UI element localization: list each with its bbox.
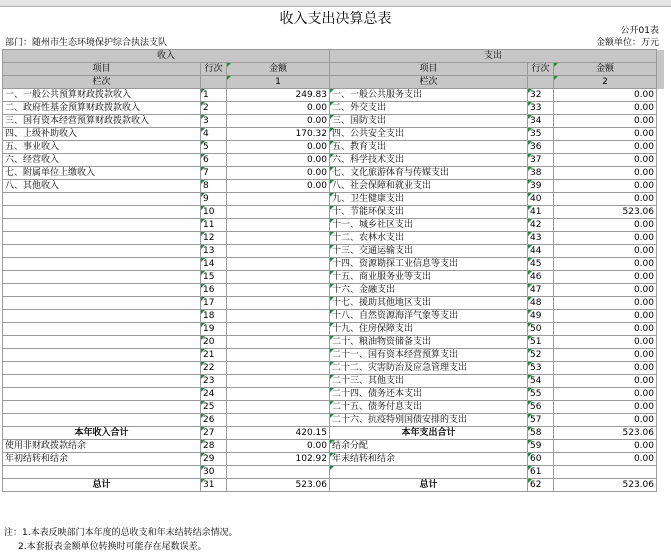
gutter-cell [657, 102, 665, 115]
income-amount-cell[interactable] [227, 310, 330, 323]
income-amount-cell[interactable]: 420.15 [227, 427, 330, 440]
income-item-cell[interactable] [3, 193, 201, 206]
gutter-cell [657, 479, 665, 492]
income-seq-cell[interactable]: 27 [201, 427, 227, 440]
income-seq-cell[interactable]: 21 [201, 349, 227, 362]
income-amount-cell[interactable]: 170.32 [227, 128, 330, 141]
income-item-cell[interactable] [3, 466, 201, 479]
income-item-cell[interactable] [3, 219, 201, 232]
form-code: 公开01表 [620, 26, 659, 36]
expenditure-amount-cell[interactable]: 0.00 [554, 167, 657, 180]
income-seq-cell[interactable]: 22 [201, 362, 227, 375]
expenditure-amount-cell[interactable]: 0.00 [554, 141, 657, 154]
expenditure-item-cell[interactable]: 六、科学技术支出 [330, 154, 528, 167]
expenditure-seq-cell[interactable]: 42 [528, 219, 554, 232]
expenditure-item-cell[interactable]: 一、一般公共服务支出 [330, 89, 528, 102]
income-seq-cell[interactable]: 23 [201, 375, 227, 388]
table-row [3, 89, 665, 102]
expenditure-seq-cell[interactable]: 41 [528, 206, 554, 219]
income-seq-cell[interactable]: 20 [201, 336, 227, 349]
income-item-cell[interactable]: 本年收入合计 [3, 427, 201, 440]
income-item-cell[interactable] [3, 349, 201, 362]
expenditure-item-cell[interactable]: 二十四、债务还本支出 [330, 388, 528, 401]
income-seq-cell[interactable]: 19 [201, 323, 227, 336]
expenditure-item-cell[interactable]: 二十、粮油物资储备支出 [330, 336, 528, 349]
income-amount-cell[interactable]: 0.00 [227, 167, 330, 180]
table-row [3, 310, 665, 323]
gutter-cell [657, 232, 665, 245]
income-item-cell[interactable]: 五、事业收入 [3, 141, 201, 154]
table-row [3, 284, 665, 297]
income-seq-cell[interactable]: 26 [201, 414, 227, 427]
expenditure-seq-cell[interactable]: 55 [528, 388, 554, 401]
expenditure-item-cell[interactable]: 总计 [330, 479, 528, 492]
expenditure-seq-cell[interactable]: 52 [528, 349, 554, 362]
expenditure-item-cell[interactable]: 二十五、债务付息支出 [330, 401, 528, 414]
gutter-cell [657, 284, 665, 297]
income-amount-cell[interactable] [227, 466, 330, 479]
income-seq-cell[interactable]: 29 [201, 453, 227, 466]
expenditure-item-cell[interactable]: 二十一、国有资本经营预算支出 [330, 349, 528, 362]
table-row [3, 206, 665, 219]
gutter-cell [657, 323, 665, 336]
table-row [3, 115, 665, 128]
gutter-cell [657, 440, 665, 453]
gutter-cell [657, 362, 665, 375]
income-amount-cell[interactable] [227, 401, 330, 414]
expenditure-item-cell[interactable]: 二、外交支出 [330, 102, 528, 115]
gutter-cell [657, 63, 665, 76]
income-amount-cell[interactable] [227, 362, 330, 375]
expenditure-seq-cell[interactable]: 32 [528, 89, 554, 102]
table-row [3, 245, 665, 258]
income-amount-cell[interactable] [227, 271, 330, 284]
income-amount-cell[interactable]: 0.00 [227, 115, 330, 128]
income-item-cell[interactable] [3, 284, 201, 297]
table-row [3, 219, 665, 232]
expenditure-item-cell[interactable]: 七、文化旅游体育与传媒支出 [330, 167, 528, 180]
expenditure-amount-cell[interactable]: 0.00 [554, 271, 657, 284]
income-amount-cell[interactable] [227, 193, 330, 206]
income-amount-cell[interactable]: 102.92 [227, 453, 330, 466]
gutter-cell [657, 206, 665, 219]
income-amount-header[interactable]: 金额 [227, 63, 330, 76]
expenditure-amount-cell[interactable]: 0.00 [554, 440, 657, 453]
income-amount-cell[interactable]: 0.00 [227, 440, 330, 453]
expenditure-amount-cell[interactable]: 0.00 [554, 102, 657, 115]
table-row [3, 193, 665, 206]
income-item-cell[interactable]: 使用非财政拨款结余 [3, 440, 201, 453]
income-amount-cell[interactable] [227, 219, 330, 232]
gutter-cell [657, 427, 665, 440]
expenditure-amount-cell[interactable]: 0.00 [554, 323, 657, 336]
expenditure-amount-cell[interactable]: 0.00 [554, 258, 657, 271]
table-row [3, 271, 665, 284]
expenditure-amount-cell[interactable]: 0.00 [554, 193, 657, 206]
income-amount-cell[interactable]: 249.83 [227, 89, 330, 102]
table-row [3, 453, 665, 466]
unit-name: 部门：随州市生态环境保护综合执法支队 [5, 38, 168, 48]
expenditure-amount-cell[interactable]: 0.00 [554, 154, 657, 167]
income-seq-cell[interactable]: 15 [201, 271, 227, 284]
income-section-header[interactable]: 收入 [3, 50, 330, 63]
income-seq-cell[interactable]: 12 [201, 232, 227, 245]
expenditure-item-cell[interactable]: 三、国防支出 [330, 115, 528, 128]
expenditure-seq-cell[interactable]: 34 [528, 115, 554, 128]
expenditure-amount-cell[interactable]: 523.06 [554, 479, 657, 492]
table-row [3, 323, 665, 336]
income-item-cell[interactable] [3, 323, 201, 336]
expenditure-item-cell[interactable]: 十三、交通运输支出 [330, 245, 528, 258]
gutter-cell [657, 453, 665, 466]
summary-table [2, 49, 665, 492]
income-amount-cell[interactable] [227, 258, 330, 271]
gutter-cell [657, 154, 665, 167]
expenditure-amount-cell[interactable]: 0.00 [554, 115, 657, 128]
expenditure-col-number[interactable]: 2 [554, 76, 657, 89]
income-item-cell[interactable] [3, 232, 201, 245]
income-item-cell[interactable] [3, 362, 201, 375]
table-row [3, 102, 665, 115]
gutter-cell [657, 310, 665, 323]
column-number-row [3, 76, 665, 89]
income-seq-cell[interactable]: 5 [201, 141, 227, 154]
expenditure-item-cell[interactable]: 十二、农林水支出 [330, 232, 528, 245]
gutter-cell [657, 193, 665, 206]
income-item-cell[interactable] [3, 375, 201, 388]
expenditure-seq-cell[interactable]: 40 [528, 193, 554, 206]
expenditure-seq-cell[interactable]: 60 [528, 453, 554, 466]
gutter-cell [657, 128, 665, 141]
income-item-cell[interactable]: 二、政府性基金预算财政拨款收入 [3, 102, 201, 115]
expenditure-amount-cell[interactable]: 0.00 [554, 349, 657, 362]
gutter-cell [657, 258, 665, 271]
gutter-cell [657, 466, 665, 479]
expenditure-item-header[interactable]: 项目 [330, 63, 528, 76]
expenditure-amount-cell[interactable]: 0.00 [554, 453, 657, 466]
income-item-cell[interactable]: 七、附属单位上缴收入 [3, 167, 201, 180]
section-header-row [3, 50, 665, 63]
income-item-cell[interactable] [3, 414, 201, 427]
income-item-cell[interactable] [3, 401, 201, 414]
footnote-2: 2.本套报表金额单位转换时可能存在尾数误差。 [18, 542, 207, 552]
income-amount-cell[interactable] [227, 206, 330, 219]
expenditure-seq-cell[interactable]: 51 [528, 336, 554, 349]
footnote-1: 注：1.本表反映部门本年度的总收支和年末结转结余情况。 [4, 528, 238, 538]
income-seq-cell[interactable]: 31 [201, 479, 227, 492]
income-seq-cell[interactable]: 25 [201, 401, 227, 414]
expenditure-seq-cell[interactable]: 53 [528, 362, 554, 375]
expenditure-amount-cell[interactable]: 0.00 [554, 180, 657, 193]
income-seq-cell[interactable]: 28 [201, 440, 227, 453]
gutter-cell [657, 89, 665, 102]
income-item-cell[interactable] [3, 271, 201, 284]
expenditure-amount-cell[interactable]: 0.00 [554, 362, 657, 375]
income-col-number[interactable]: 1 [227, 76, 330, 89]
expenditure-seq-cell[interactable]: 45 [528, 258, 554, 271]
table-body [3, 50, 665, 492]
expenditure-seq-cell[interactable]: 46 [528, 271, 554, 284]
income-col-seq-blank[interactable] [201, 76, 227, 89]
gutter-cell [657, 167, 665, 180]
income-seq-cell[interactable]: 13 [201, 245, 227, 258]
expenditure-seq-cell[interactable]: 44 [528, 245, 554, 258]
expenditure-item-cell[interactable]: 十七、援助其他地区支出 [330, 297, 528, 310]
expenditure-col-seq-blank[interactable] [528, 76, 554, 89]
income-seq-cell[interactable]: 10 [201, 206, 227, 219]
expenditure-seq-cell[interactable]: 54 [528, 375, 554, 388]
income-item-cell[interactable]: 四、上级补助收入 [3, 128, 201, 141]
expenditure-item-cell[interactable]: 本年支出合计 [330, 427, 528, 440]
expenditure-seq-cell[interactable]: 39 [528, 180, 554, 193]
income-item-cell[interactable] [3, 297, 201, 310]
income-seq-cell[interactable]: 11 [201, 219, 227, 232]
expenditure-seq-cell[interactable]: 57 [528, 414, 554, 427]
expenditure-seq-cell[interactable]: 62 [528, 479, 554, 492]
table-row [3, 154, 665, 167]
expenditure-section-header[interactable]: 支出 [330, 50, 657, 63]
expenditure-seq-cell[interactable]: 36 [528, 141, 554, 154]
expenditure-amount-cell[interactable]: 523.06 [554, 427, 657, 440]
expenditure-item-cell[interactable]: 年末结转和结余 [330, 453, 528, 466]
expenditure-col-label[interactable]: 栏次 [330, 76, 528, 89]
income-seq-cell[interactable]: 9 [201, 193, 227, 206]
income-seq-cell[interactable]: 17 [201, 297, 227, 310]
income-seq-cell[interactable]: 30 [201, 466, 227, 479]
gutter-cell [657, 401, 665, 414]
income-amount-cell[interactable] [227, 336, 330, 349]
income-amount-cell[interactable] [227, 375, 330, 388]
expenditure-amount-cell[interactable]: 0.00 [554, 245, 657, 258]
income-amount-cell[interactable] [227, 245, 330, 258]
income-col-label[interactable]: 栏次 [3, 76, 201, 89]
gutter-cell [657, 245, 665, 258]
expenditure-seq-cell[interactable]: 50 [528, 323, 554, 336]
income-seq-cell[interactable]: 1 [201, 89, 227, 102]
expenditure-amount-cell[interactable]: 0.00 [554, 414, 657, 427]
gutter-cell [657, 414, 665, 427]
income-amount-cell[interactable]: 0.00 [227, 141, 330, 154]
expenditure-item-cell[interactable]: 十四、资源勘探工业信息等支出 [330, 258, 528, 271]
income-item-cell[interactable]: 年初结转和结余 [3, 453, 201, 466]
gutter-cell [657, 375, 665, 388]
income-amount-cell[interactable] [227, 284, 330, 297]
table-row [3, 388, 665, 401]
income-item-cell[interactable] [3, 336, 201, 349]
income-item-cell[interactable] [3, 258, 201, 271]
income-item-cell[interactable]: 六、经营收入 [3, 154, 201, 167]
table-row [3, 479, 665, 492]
footnotes [4, 526, 238, 554]
expenditure-amount-cell[interactable] [554, 466, 657, 479]
expenditure-amount-cell[interactable]: 0.00 [554, 388, 657, 401]
expenditure-seq-cell[interactable]: 48 [528, 297, 554, 310]
expenditure-amount-cell[interactable]: 0.00 [554, 89, 657, 102]
income-item-cell[interactable]: 八、其他收入 [3, 180, 201, 193]
income-item-cell[interactable] [3, 310, 201, 323]
table-row [3, 232, 665, 245]
income-amount-cell[interactable]: 0.00 [227, 154, 330, 167]
expenditure-seq-cell[interactable]: 49 [528, 310, 554, 323]
table-row [3, 440, 665, 453]
column-header-row [3, 63, 665, 76]
expenditure-seq-cell[interactable]: 35 [528, 128, 554, 141]
expenditure-amount-cell[interactable]: 523.06 [554, 206, 657, 219]
table-row [3, 349, 665, 362]
currency-unit: 金额单位：万元 [595, 38, 659, 48]
table-row [3, 401, 665, 414]
expenditure-amount-cell[interactable]: 0.00 [554, 401, 657, 414]
income-seq-cell[interactable]: 14 [201, 258, 227, 271]
table-row [3, 297, 665, 310]
expenditure-amount-cell[interactable]: 0.00 [554, 310, 657, 323]
expenditure-seq-cell[interactable]: 58 [528, 427, 554, 440]
expenditure-amount-cell[interactable]: 0.00 [554, 284, 657, 297]
income-item-cell[interactable] [3, 206, 201, 219]
income-item-cell[interactable]: 总计 [3, 479, 201, 492]
income-seq-cell[interactable]: 2 [201, 102, 227, 115]
expenditure-seq-cell[interactable]: 38 [528, 167, 554, 180]
gutter-cell [657, 336, 665, 349]
income-amount-cell[interactable]: 0.00 [227, 102, 330, 115]
expenditure-item-cell[interactable]: 十八、自然资源海洋气象等支出 [330, 310, 528, 323]
expenditure-item-cell[interactable]: 八、社会保障和就业支出 [330, 180, 528, 193]
income-amount-cell[interactable]: 0.00 [227, 180, 330, 193]
column-header-strip [0, 0, 671, 7]
income-item-cell[interactable] [3, 388, 201, 401]
expenditure-seq-cell[interactable]: 47 [528, 284, 554, 297]
gutter-cell [657, 388, 665, 401]
expenditure-seq-header[interactable]: 行次 [528, 63, 554, 76]
income-amount-cell[interactable] [227, 349, 330, 362]
expenditure-amount-cell[interactable]: 0.00 [554, 128, 657, 141]
expenditure-amount-cell[interactable]: 0.00 [554, 336, 657, 349]
income-seq-cell[interactable]: 4 [201, 128, 227, 141]
table-row [3, 466, 665, 479]
gutter-cell [657, 271, 665, 284]
expenditure-item-cell[interactable]: 结余分配 [330, 440, 528, 453]
income-amount-cell[interactable] [227, 323, 330, 336]
table-row [3, 427, 665, 440]
expenditure-seq-cell[interactable]: 61 [528, 466, 554, 479]
table-row [3, 375, 665, 388]
expenditure-seq-cell[interactable]: 43 [528, 232, 554, 245]
income-item-header[interactable]: 项目 [3, 63, 201, 76]
gutter-cell [657, 297, 665, 310]
gutter-cell [657, 180, 665, 193]
gutter-cell [657, 219, 665, 232]
expenditure-seq-cell[interactable]: 33 [528, 102, 554, 115]
income-amount-cell[interactable] [227, 388, 330, 401]
expenditure-item-cell[interactable]: 十一、城乡社区支出 [330, 219, 528, 232]
income-amount-cell[interactable]: 523.06 [227, 479, 330, 492]
expenditure-item-cell[interactable] [330, 466, 528, 479]
report-title: 收入支出决算总表 [279, 11, 392, 27]
expenditure-amount-header[interactable]: 金额 [554, 63, 657, 76]
expenditure-item-cell[interactable]: 十六、金融支出 [330, 284, 528, 297]
table-row [3, 128, 665, 141]
expenditure-item-cell[interactable]: 九、卫生健康支出 [330, 193, 528, 206]
expenditure-item-cell[interactable]: 二十二、灾害防治及应急管理支出 [330, 362, 528, 375]
income-seq-cell[interactable]: 6 [201, 154, 227, 167]
table-row [3, 141, 665, 154]
income-item-cell[interactable] [3, 245, 201, 258]
income-seq-cell[interactable]: 16 [201, 284, 227, 297]
expenditure-item-cell[interactable]: 五、教育支出 [330, 141, 528, 154]
table-row [3, 258, 665, 271]
expenditure-item-cell[interactable]: 十九、住房保障支出 [330, 323, 528, 336]
table-row [3, 414, 665, 427]
expenditure-seq-cell[interactable]: 59 [528, 440, 554, 453]
expenditure-item-cell[interactable]: 十五、商业服务业等支出 [330, 271, 528, 284]
gutter-cell [657, 349, 665, 362]
income-amount-cell[interactable] [227, 232, 330, 245]
income-seq-cell[interactable]: 3 [201, 115, 227, 128]
gutter-cell [657, 76, 665, 89]
income-seq-cell[interactable]: 8 [201, 180, 227, 193]
table-row [3, 362, 665, 375]
gutter-cell [657, 50, 665, 63]
table-row [3, 180, 665, 193]
expenditure-seq-cell[interactable]: 56 [528, 401, 554, 414]
income-seq-header[interactable]: 行次 [201, 63, 227, 76]
expenditure-amount-cell[interactable]: 0.00 [554, 219, 657, 232]
table-row [3, 336, 665, 349]
income-seq-cell[interactable]: 24 [201, 388, 227, 401]
expenditure-item-cell[interactable]: 二十三、其他支出 [330, 375, 528, 388]
income-amount-cell[interactable] [227, 414, 330, 427]
income-amount-cell[interactable] [227, 297, 330, 310]
gutter-cell [657, 115, 665, 128]
expenditure-item-cell[interactable]: 十、节能环保支出 [330, 206, 528, 219]
table-row [3, 167, 665, 180]
income-seq-cell[interactable]: 18 [201, 310, 227, 323]
expenditure-amount-cell[interactable]: 0.00 [554, 232, 657, 245]
expenditure-amount-cell[interactable]: 0.00 [554, 297, 657, 310]
expenditure-seq-cell[interactable]: 37 [528, 154, 554, 167]
income-item-cell[interactable]: 三、国有资本经营预算财政拨款收入 [3, 115, 201, 128]
income-item-cell[interactable]: 一、一般公共预算财政拨款收入 [3, 89, 201, 102]
gutter-cell [657, 141, 665, 154]
income-seq-cell[interactable]: 7 [201, 167, 227, 180]
expenditure-item-cell[interactable]: 二十六、抗疫特别国债安排的支出 [330, 414, 528, 427]
expenditure-item-cell[interactable]: 四、公共安全支出 [330, 128, 528, 141]
expenditure-amount-cell[interactable]: 0.00 [554, 375, 657, 388]
